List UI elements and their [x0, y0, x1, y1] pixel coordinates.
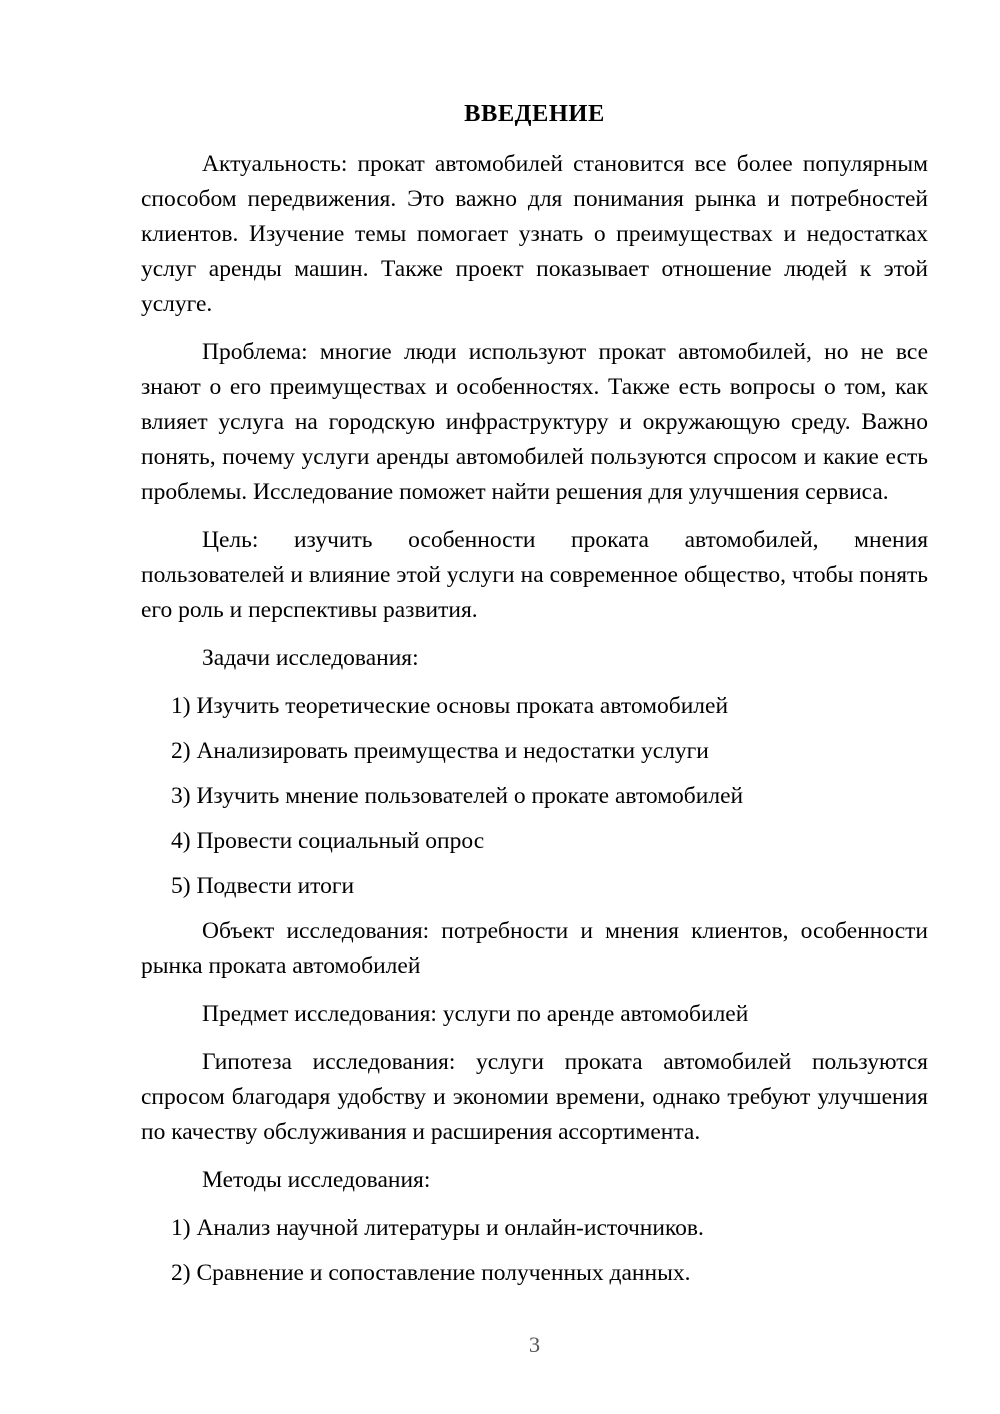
task-item-2: 2) Анализировать преимущества и недостатки услуги — [171, 738, 709, 764]
task-item-5: 5) Подвести итоги — [171, 873, 355, 899]
paragraph-actuality: Актуальность: прокат автомобилей становится все более популярным способом передвижения. Это важно для понимания рынка и потребностей клиентов. Изучение темы помогает узнать о преимуществах и недостатках услуг аренды машин. Также проект показывает отношение людей к этой услуге. — [141, 151, 928, 317]
paragraph-object: Объект исследования: потребности и мнения клиентов, особенности рынка проката автомобилей — [141, 918, 928, 979]
methods-heading: Методы исследования: — [202, 1167, 431, 1193]
document-content — [141, 96, 928, 1301]
paragraph-goal: Цель: изучить особенности проката автомобилей, мнения пользователей и влияние этой услуги на современное общество, чтобы понять его роль и перспективы развития. — [141, 527, 928, 623]
task-item-3: 3) Изучить мнение пользователей о прокате автомобилей — [171, 783, 744, 809]
paragraph-hypothesis: Гипотеза исследования: услуги проката автомобилей пользуются спросом благодаря удобству и экономии времени, однако требуют улучшения по качеству обслуживания и расширения ассортимента. — [141, 1049, 928, 1145]
method-item-2: 2) Сравнение и сопоставление полученных данных. — [171, 1260, 691, 1286]
paragraph-problem: Проблема: многие люди используют прокат автомобилей, но не все знают о его преимуществах и особенностях. Также есть вопросы о том, как влияет услуга на городскую инфраструктуру и окружающую среду. Важно понять, почему услуги аренды автомобилей пользуются спросом и какие есть проблемы. Исследование поможет найти решения для улучшения сервиса. — [141, 339, 928, 505]
tasks-heading: Задачи исследования: — [202, 645, 419, 671]
task-item-4: 4) Провести социальный опрос — [171, 828, 485, 854]
paragraph-subject: Предмет исследования: услуги по аренде автомобилей — [202, 1001, 749, 1027]
page-number: 3 — [528, 1332, 541, 1357]
page-title: ВВЕДЕНИЕ — [464, 100, 605, 127]
method-item-1: 1) Анализ научной литературы и онлайн-источников. — [171, 1215, 704, 1241]
task-item-1: 1) Изучить теоретические основы проката автомобилей — [171, 693, 729, 719]
